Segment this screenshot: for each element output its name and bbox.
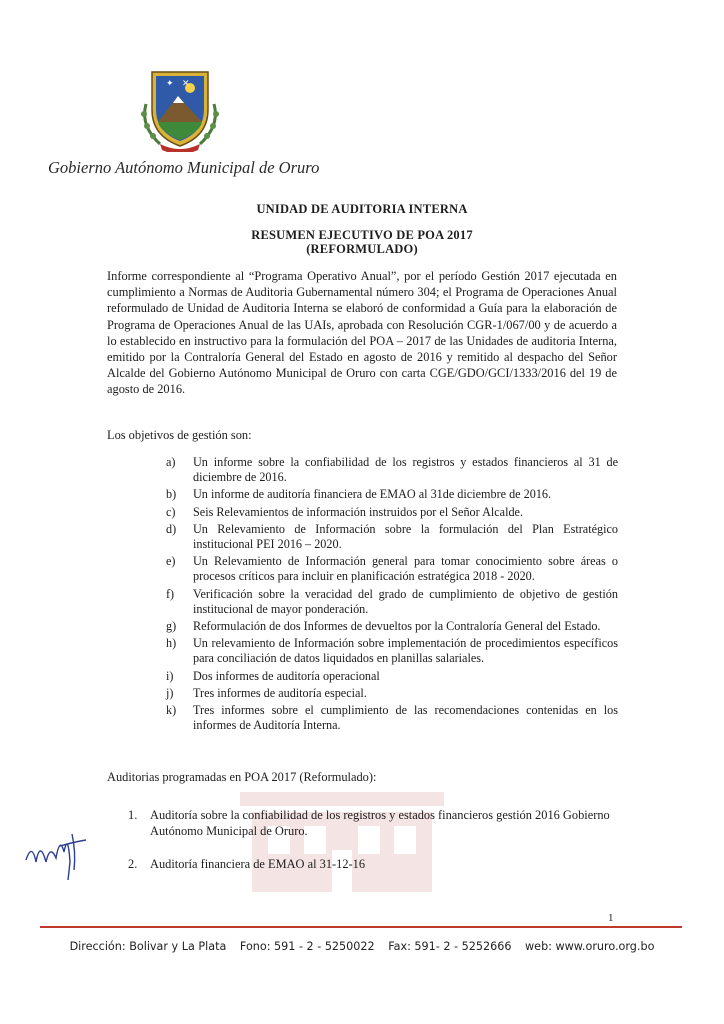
objective-item <box>166 619 618 634</box>
footer-web: web: www.oruro.org.bo <box>525 940 655 953</box>
audit-item <box>128 857 618 873</box>
audit-number: 2. <box>128 857 138 872</box>
footer-phone: Fono: 591 - 2 - 5250022 <box>239 940 375 953</box>
objective-text: Un relevamiento de Información sobre implementación de procedimientos específicos para conciliación de datos liquidados en planillas salariales. <box>193 636 618 666</box>
objectives-intro: Los objetivos de gestión son: <box>107 428 252 442</box>
intro-paragraph: Informe correspondiente al “Programa Operativo Anual”, por el período Gestión 2017 ejecutada en cumplimiento a Normas de Auditoria Gubernamental número 304; el Programa de Operaciones Anual reformulado de Unidad de Auditoria Interna se elaboró de conformidad a Guía para la elaboración de Programa de Operaciones Anual de las UAIs, aprobada con Resolución CGR-1/067/00 y de acuerdo a lo establecido en instructivo para la formulación del POA – 2017 de las Unidades de auditoria Interna, emitido por la Contraloría General del Estado en agosto de 2016 y remitido al despacho del Señor Alcalde del Gobierno Autónomo Municipal de Oruro con carta CGE/GDO/GCI/1333/2016 del 19 de agosto de 2016. <box>107 269 617 397</box>
handwritten-signature <box>22 822 92 888</box>
audits-list <box>128 808 618 891</box>
objective-item <box>166 487 618 502</box>
objective-item <box>166 505 618 520</box>
svg-text:✦: ✦ <box>166 79 174 89</box>
coat-of-arms-logo <box>138 64 222 152</box>
objective-item <box>166 669 618 684</box>
footer-fax: Fax: 591- 2 - 5252666 <box>388 940 512 953</box>
footer-address: Dirección: Bolivar y La Plata <box>69 940 227 953</box>
objectives-list <box>166 455 618 735</box>
objective-letter: e) <box>166 554 176 569</box>
svg-text:✕: ✕ <box>182 79 190 89</box>
objective-letter: h) <box>166 636 177 651</box>
objective-text: Reformulación de dos Informes de devueltos por la Contraloría General del Estado. <box>193 619 601 634</box>
organization-name: Gobierno Autónomo Municipal de Oruro <box>48 158 320 177</box>
objective-text: Dos informes de auditoría operacional <box>193 668 380 683</box>
audit-text: Auditoría financiera de EMAO al 31-12-16 <box>150 857 366 872</box>
objective-text: Un informe de auditoría financiera de EMAO al 31de diciembre de 2016. <box>193 487 552 502</box>
objective-text: Un Relevamiento de Información general para tomar conocimiento sobre áreas o procesos críticos para incluir en planificación estratégica 2018 - 2020. <box>193 554 618 584</box>
objective-letter: i) <box>166 668 174 683</box>
footer-contact <box>0 940 724 953</box>
objective-letter: b) <box>166 487 177 502</box>
unit-heading: UNIDAD DE AUDITORIA INTERNA <box>256 202 468 216</box>
objective-letter: k) <box>166 703 177 718</box>
audit-number: 1. <box>128 808 138 822</box>
objective-text: Un Relevamiento de Información sobre la formulación del Plan Estratégico institucional PEI 2016 – 2020. <box>193 521 618 552</box>
objective-item <box>166 522 618 552</box>
audit-item <box>128 808 618 839</box>
objective-item <box>166 636 618 666</box>
objective-letter: g) <box>166 619 177 634</box>
objective-item <box>166 703 618 733</box>
objective-item <box>166 587 618 617</box>
objective-text: Tres informes de auditoría especial. <box>193 685 367 700</box>
footer-rule <box>40 926 682 928</box>
audit-text: Auditoría sobre la confiabilidad de los registros y estados financieros gestión 2016 Gobierno Autónomo Municipal de Oruro. <box>150 808 610 838</box>
audits-intro: Auditorias programadas en POA 2017 (Reformulado): <box>107 770 377 784</box>
objective-item <box>166 554 618 584</box>
objective-text: Un informe sobre la confiabilidad de los registros y estados financieros al 31 de diciembre de 2016. <box>193 455 618 485</box>
objective-letter: a) <box>166 455 176 469</box>
document-title: RESUMEN EJECUTIVO DE POA 2017 <box>251 228 473 242</box>
objective-text: Verificación sobre la veracidad del grado de cumplimiento de objetivo de gestión institucional de mayor ponderación. <box>193 586 618 616</box>
objective-letter: c) <box>166 504 176 519</box>
objective-letter: j) <box>166 685 174 700</box>
objective-text: Seis Relevamientos de información instruidos por el Señor Alcalde. <box>193 504 524 519</box>
objective-text: Tres informes sobre el cumplimiento de las recomendaciones contenidas en los informes de Auditoría Interna. <box>193 703 618 733</box>
document-subtitle: (REFORMULADO) <box>306 242 418 256</box>
objective-letter: f) <box>166 586 175 601</box>
objective-letter: d) <box>166 521 177 536</box>
objective-item <box>166 686 618 701</box>
page-number: 1 <box>608 912 614 924</box>
objective-item <box>166 455 618 485</box>
